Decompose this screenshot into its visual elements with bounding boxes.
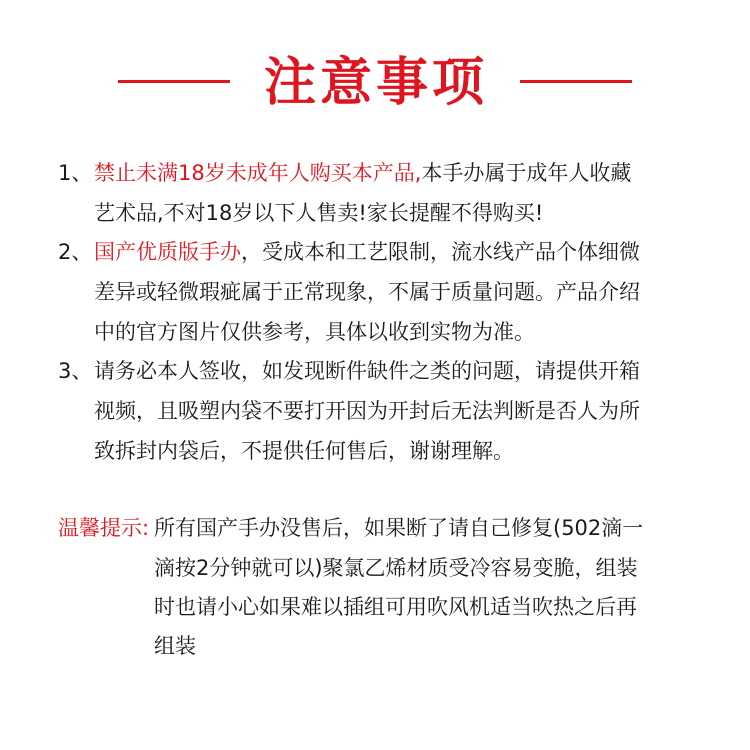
item-number: 2、 <box>58 240 93 264</box>
tip-line: 时也请小心如果难以插组可用吹风机适当吹热之后再 <box>154 595 637 619</box>
item-highlight: 禁止未满18岁未成年人购买本产品, <box>94 161 422 185</box>
item-line: 艺术品,不对18岁以下人售卖!家长提醒不得购买! <box>94 201 544 225</box>
item-number: 1、 <box>58 161 93 185</box>
item-line: 致拆封内袋后，不提供任何售后，谢谢理解。 <box>94 439 514 463</box>
title-right-rule <box>520 80 632 83</box>
item-line: 视频，且吸塑内袋不要打开因为开封后无法判断是否人为所 <box>94 399 640 423</box>
item-line: 中的官方图片仅供参考，具体以收到实物为准。 <box>94 320 535 344</box>
item-number: 3、 <box>58 359 93 383</box>
tip-line: 所有国产手办没售后，如果断了请自己修复(502滴一 <box>154 516 644 540</box>
item-first-line <box>94 232 640 272</box>
item-first-line <box>94 153 631 193</box>
tip-line: 滴按2分钟就可以)聚氯乙烯材质受冷容易变脆，组装 <box>154 556 638 580</box>
item-first-line-text: ，受成本和工艺限制，流水线产品个体细微 <box>241 240 640 264</box>
item-first-line: 请务必本人签收，如发现断件缺件之类的问题，请提供开箱 <box>94 359 640 383</box>
title-left-rule <box>118 80 230 83</box>
page-title: 注意事项 <box>263 53 488 113</box>
item-first-line-text: 本手办属于成年人收藏 <box>421 161 632 185</box>
item-highlight: 国产优质版手办 <box>94 240 241 264</box>
tip-line: 组装 <box>154 634 196 658</box>
tip-label: 温馨提示: <box>58 516 150 540</box>
item-line: 差异或轻微瑕疵属于正常现象，不属于质量问题。产品介绍 <box>94 280 640 304</box>
title-row <box>0 48 750 118</box>
